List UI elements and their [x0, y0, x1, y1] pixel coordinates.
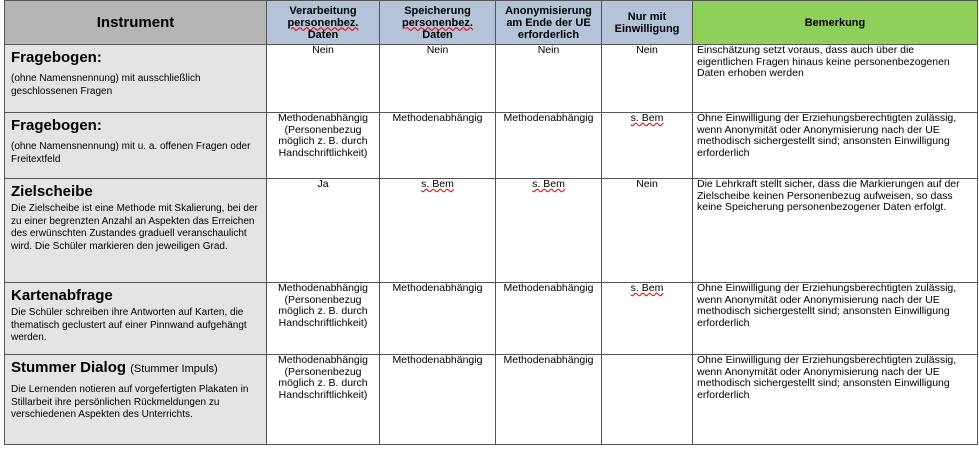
- anonymisierung-cell: Nein: [496, 45, 602, 113]
- bemerkung-cell: Einschätzung setzt voraus, dass auch über die eigentlichen Fragen hinaus keine personenbezogenen Daten erhoben werden: [693, 45, 978, 113]
- einwilligung-value: s. Bem: [630, 112, 664, 124]
- header-verarbeitung-line3: Daten: [307, 28, 339, 41]
- header-verarbeitung-line1: Verarbeitung: [289, 4, 357, 17]
- table-row: [5, 113, 978, 179]
- instrument-cell: [5, 179, 267, 283]
- anonymisierung-value: s. Bem: [532, 178, 565, 190]
- einwilligung-cell: Nein: [602, 45, 693, 113]
- instrument-description: Die Lernenden notieren auf vorgefertigten Plakaten in Stillarbeit ihre persönlichen Rückmeldungen zu verschiedenen Aspekten des Unterrichts.: [11, 384, 249, 420]
- instrument-description: (ohne Namensnennung) mit ausschließlich geschlossenen Fragen: [11, 73, 201, 97]
- einwilligung-cell: [602, 283, 693, 355]
- instrument-title: Stummer Dialog: [11, 359, 127, 376]
- verarbeitung-cell: Methodenabhängig (Personenbezug möglich z. B. durch Handschriftlichkeit): [267, 283, 380, 355]
- header-anonymisierung-line3: erforderlich: [517, 28, 580, 41]
- instrument-title: Kartenabfrage: [11, 287, 113, 304]
- instrument-title: Fragebogen:: [11, 117, 102, 134]
- header-row: [5, 1, 978, 45]
- table-row: [5, 179, 978, 283]
- instrument-cell: [5, 113, 267, 179]
- bemerkung-cell: Die Lehrkraft stellt sicher, dass die Markierungen auf der Zielscheibe keinen Personenbezug aufweisen, so dass keine Speicherung personenbezogener Daten erfolgt.: [693, 179, 978, 283]
- anonymisierung-cell: Methodenabhängig: [496, 283, 602, 355]
- instrument-description: Die Schüler schreiben ihre Antworten auf Karten, die thematisch geclustert auf einer Pinnwand aufgehängt werden.: [11, 307, 247, 343]
- table-row: [5, 283, 978, 355]
- verarbeitung-cell: Methodenabhängig (Personenbezug möglich z. B. durch Handschriftlichkeit): [267, 113, 380, 179]
- header-instrument: Instrument: [5, 1, 267, 45]
- speicherung-cell: Methodenabhängig: [380, 283, 496, 355]
- instrument-title: Zielscheibe: [11, 183, 93, 200]
- einwilligung-value: s. Bem: [630, 282, 664, 294]
- anonymisierung-cell: Methodenabhängig: [496, 355, 602, 445]
- header-einwilligung-line2: Einwilligung: [614, 22, 680, 35]
- instrument-cell: [5, 45, 267, 113]
- instrument-cell: [5, 283, 267, 355]
- header-anonymisierung-line2: am Ende der UE: [506, 16, 591, 29]
- bemerkung-cell: Ohne Einwilligung der Erziehungsberechtigten zulässig, wenn Anonymität oder Anonymisierung nach der UE methodisch sichergestellt sind; ansonsten Einwilligung erforderlich: [693, 283, 978, 355]
- header-bemerkung: Bemerkung: [693, 1, 978, 45]
- header-verarbeitung: [267, 1, 380, 45]
- einwilligung-cell: [602, 113, 693, 179]
- einwilligung-cell: Nein: [602, 179, 693, 283]
- speicherung-cell: [380, 179, 496, 283]
- header-einwilligung: [602, 1, 693, 45]
- header-speicherung-line3: Daten: [422, 28, 453, 41]
- header-verarbeitung-line2: personenbez.: [287, 16, 359, 29]
- header-anonymisierung-line1: Anonymisierung: [505, 4, 592, 17]
- instrument-description: (ohne Namensnennung) mit u. a. offenen Fragen oder Freitextfeld: [11, 141, 251, 165]
- table-row: [5, 45, 978, 113]
- instrument-table: [4, 0, 978, 445]
- instrument-title: Fragebogen:: [11, 49, 102, 66]
- einwilligung-cell: [602, 355, 693, 445]
- verarbeitung-cell: Nein: [267, 45, 380, 113]
- table-row: [5, 355, 978, 445]
- instrument-title-line: [11, 359, 260, 378]
- instrument-cell: [5, 355, 267, 445]
- header-einwilligung-line1: Nur mit: [627, 10, 667, 23]
- bemerkung-cell: Ohne Einwilligung der Erziehungsberechtigten zulässig, wenn Anonymität oder Anonymisierung nach der UE methodisch sichergestellt sind; ansonsten Einwilligung erforderlich: [693, 113, 978, 179]
- header-speicherung: [380, 1, 496, 45]
- header-anonymisierung: [496, 1, 602, 45]
- speicherung-cell: Methodenabhängig: [380, 113, 496, 179]
- verarbeitung-cell: Ja: [267, 179, 380, 283]
- bemerkung-cell: Ohne Einwilligung der Erziehungsberechtigten zulässig, wenn Anonymität oder Anonymisierung nach der UE methodisch sichergestellt sind; ansonsten Einwilligung erforderlich: [693, 355, 978, 445]
- header-speicherung-line2: personenbez.: [402, 16, 473, 29]
- header-speicherung-line1: Speicherung: [404, 4, 471, 17]
- instrument-description: Die Zielscheibe ist eine Methode mit Skalierung, bei der zu einer begrenzten Anzahl an Aspekten das Erreichen des erwünschten Zustandes graduell veranschaulicht wird. Die Schüler markieren den jeweiligen Grad.: [11, 203, 258, 252]
- speicherung-cell: Methodenabhängig: [380, 355, 496, 445]
- speicherung-cell: Nein: [380, 45, 496, 113]
- speicherung-value: s. Bem: [421, 178, 454, 190]
- instrument-title-note: (Stummer Impuls): [130, 363, 218, 375]
- verarbeitung-cell: Methodenabhängig (Personenbezug möglich z. B. durch Handschriftlichkeit): [267, 355, 380, 445]
- anonymisierung-cell: Methodenabhängig: [496, 113, 602, 179]
- anonymisierung-cell: [496, 179, 602, 283]
